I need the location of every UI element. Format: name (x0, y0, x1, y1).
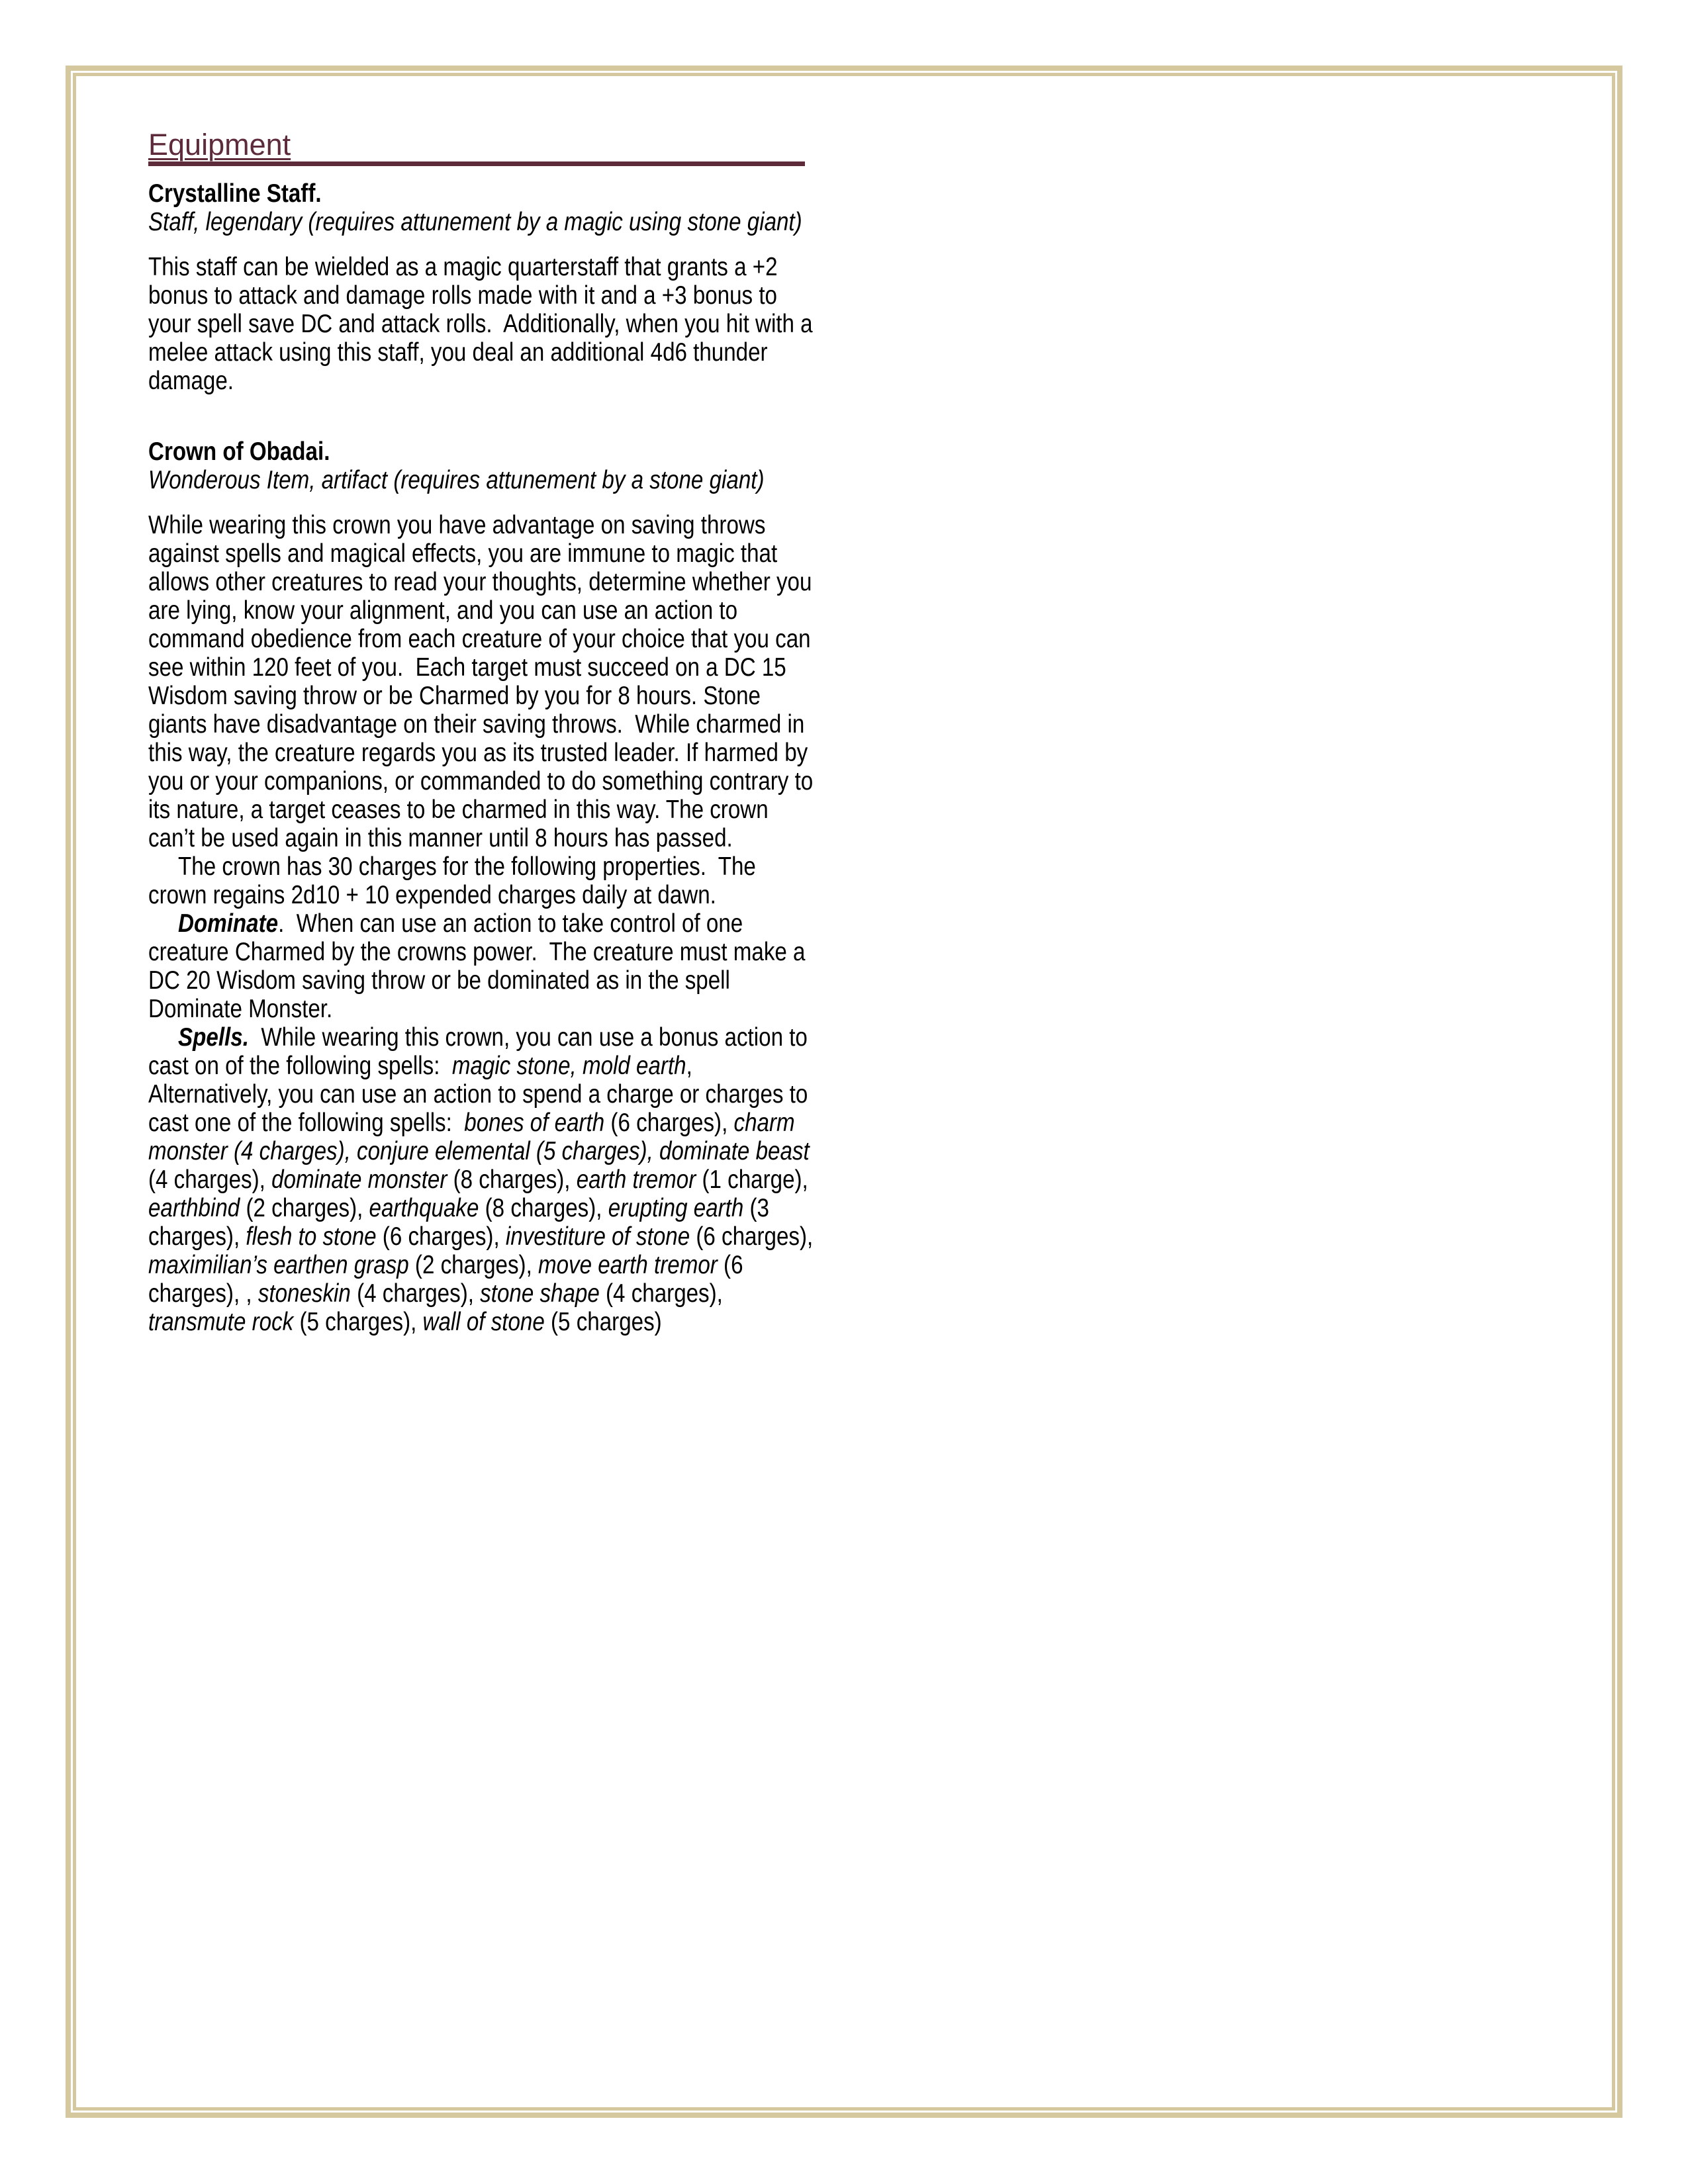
item-paragraph-spells: Spells. While wearing this crown, you can use a bonus action to cast on of the following spells: magic stone, mold earth, Alternatively, you can use an action to spend a charge or charges to cast one of the following spells: bones of earth (6 charges), charm monster (4 charges), conjure elemental (5 charges), dominate beast (4 charges), dominate monster (8 charges), earth tremor (1 charge), earthbind (2 charges), earthquake (8 charges), erupting earth (3 charges), flesh to stone (6 charges), investiture of stone (6 charges), maximilian’s earthen grasp (2 charges), move earth tremor (6 charges), , stoneskin (4 charges), stone shape (4 charges), transmute rock (5 charges), wall of stone (5 charges) (148, 1023, 820, 1336)
item-paragraph: This staff can be wielded as a magic quarterstaff that grants a +2 bonus to attack and damage rolls made with it and a +3 bonus to your spell save DC and attack rolls. Additionally, when you hit with a melee attack using this staff, you deal an additional 4d6 thunder damage. (148, 253, 819, 395)
item-paragraph: While wearing this crown you have advantage on saving throws against spells and magical effects, you are immune to magic that allows other creatures to read your thoughts, determine whether you are lying, know your alignment, and you can use an action to command obedience from each creature of your choice that you can see within 120 feet of you. Each target must succeed on a DC 15 Wisdom saving throw or be Charmed by you for 8 hours. Stone giants have disadvantage on their saving throws. While charmed in this way, the creature regards you as its trusted leader. If harmed by you or your companions, or commanded to do something contrary to its nature, a target ceases to be charmed in this way. The crown can’t be used again in this manner until 8 hours has passed. (148, 511, 820, 852)
item-name: Crown of Obadai. (148, 437, 330, 466)
item-crystalline-staff (148, 179, 817, 395)
item-subtitle: Wonderous Item, artifact (requires attunement by a stone giant) (148, 466, 765, 494)
item-subtitle: Staff, legendary (requires attunement by a magic using stone giant) (148, 208, 802, 236)
page-title-text: Equipment (148, 128, 291, 161)
item-name: Crystalline Staff. (148, 179, 322, 208)
item-crown-of-obadai (148, 437, 820, 1336)
page-title (148, 130, 805, 166)
item-paragraph-charges: The crown has 30 charges for the following properties. The crown regains 2d10 + 10 expended charges daily at dawn. (148, 852, 763, 909)
item-paragraph-dominate: Dominate. When can use an action to take control of one creature Charmed by the crowns power. The creature must make a DC 20 Wisdom saving throw or be dominated as in the spell Dominate Monster. (148, 909, 812, 1023)
document-content (148, 130, 1009, 1336)
